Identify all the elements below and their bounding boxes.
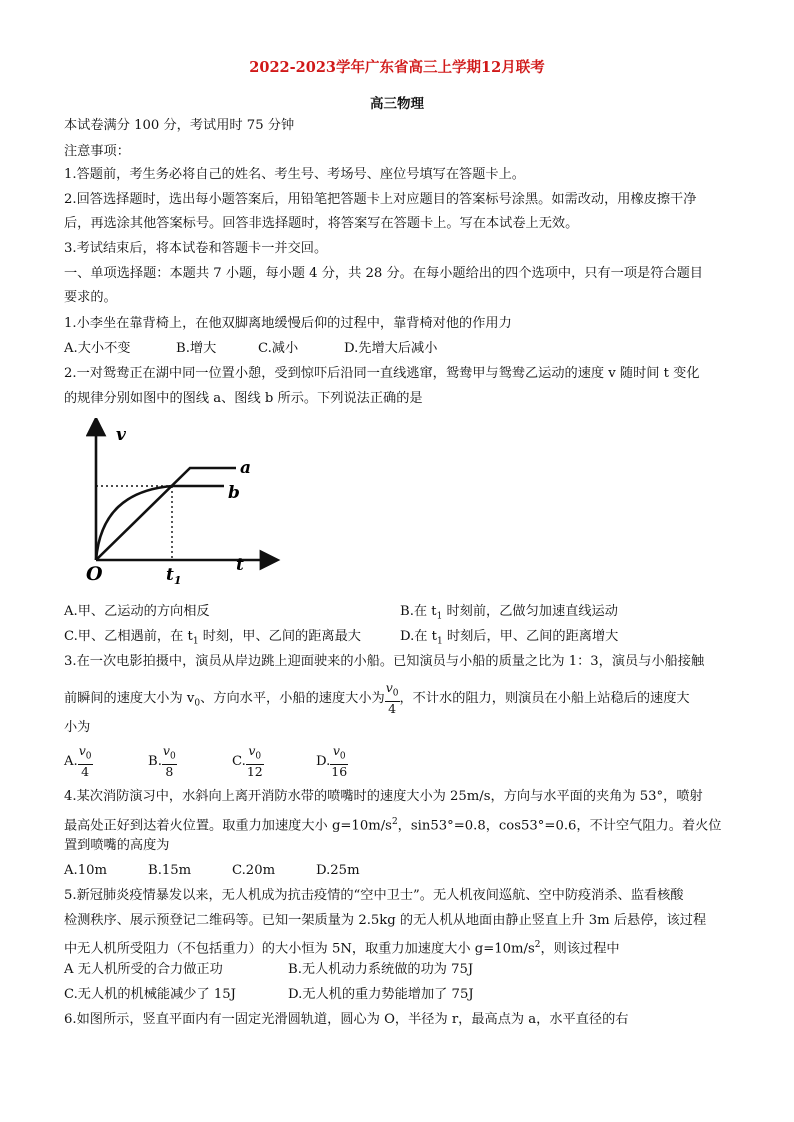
q1-stem: 1.小李坐在靠背椅上，在他双脚离地缓慢后仰的过程中，靠背椅对他的作用力 (64, 316, 512, 331)
v-axis-label: v (116, 425, 126, 445)
line-a-label: a (240, 458, 252, 478)
q3-option-b: B. $\frac{v_0}{8}$ (148, 743, 176, 779)
q3-stem-line-2: 前瞬间的速度大小为 $v_0$、方向水平，小船的速度大小为 $\frac{v_0}{4}$ ，不计水的阻力，则演员在小船上站稳后的速度大 (64, 680, 690, 716)
q2-option-c: C.甲、乙相遇前，在 $t_1$ 时刻，甲、乙间的距离最大 (64, 629, 361, 647)
q5-stem-line-3: 中无人机所受阻力（不包括重力）的大小恒为 5N，取重力加速度大小 $g=10m/s^2$，则该过程中 (64, 940, 620, 957)
t-axis-label: t (236, 555, 244, 575)
note-2-line-2: 后，再选涂其他答案标号。回答非选择题时，将答案写在答题卡上。写在本试卷上无效。 (64, 216, 579, 231)
t1-label: $t_1$ (166, 565, 182, 587)
line-b-label: b (228, 483, 240, 503)
note-1: 1.答题前，考生务必将自己的姓名、考生号、考场号、座位号填写在答题卡上。 (64, 167, 525, 182)
note-2-line-1: 2.回答选择题时，选出每小题答案后，用铅笔把答题卡上对应题目的答案标号涂黑。如需改动，用橡皮擦干净 (64, 192, 697, 207)
q5-option-d: D.无人机的重力势能增加了 75J (288, 987, 474, 1002)
q3-option-d: D. $\frac{v_0}{16}$ (316, 743, 348, 779)
q3-options (64, 744, 734, 778)
q4-option-b: B.15m (148, 863, 192, 878)
q1-option-a: A.大小不变 (64, 341, 131, 356)
subject-title: 高三物理 (370, 96, 424, 112)
q1-option-c: C.减小 (258, 341, 299, 356)
exam-info: 本试卷满分 100 分，考试用时 75 分钟 (64, 118, 295, 133)
notes-heading: 注意事项： (64, 144, 130, 159)
origin-label: O (86, 563, 103, 585)
q5-stem-line-1: 5.新冠肺炎疫情暴发以来，无人机成为抗击疫情的“空中卫士”。无人机夜间巡航、空中防疫消杀、监看核酸 (64, 888, 684, 903)
q4-stem-line-1: 4.某次消防演习中，水斜向上离开消防水带的喷嘴时的速度大小为 25m/s，方向与水平面的夹角为 53°，喷射 (64, 789, 703, 804)
q4-option-c: C.20m (232, 863, 276, 878)
q4-stem-line-3: 置到喷嘴的高度为 (64, 838, 170, 853)
exam-title: 2022-2023学年广东省高三上学期12月联考 (249, 59, 545, 76)
q5-option-c: C.无人机的机械能减少了 15J (64, 987, 236, 1002)
q1-option-d: D.先增大后减小 (344, 341, 438, 356)
q4-option-a: A.10m (64, 863, 108, 878)
q4-stem-line-2: 最高处正好到达着火位置。取重力加速度大小 $g=10m/s^2$，sin53°=0.8，cos53°=0.6，不计空气阻力。着火位 (64, 817, 722, 834)
q3-boat-speed-fraction: $\frac{v_0}{4}$ (385, 680, 399, 716)
q2-option-a: A.甲、乙运动的方向相反 (64, 604, 210, 619)
q4-option-d: D.25m (316, 863, 360, 878)
q3-stem-line-1: 3.在一次电影拍摄中，演员从岸边跳上迎面驶来的小船。已知演员与小船的质量之比为 1：3，演员与小船接触 (64, 654, 705, 669)
q5-option-b: B.无人机动力系统做的功为 75J (288, 962, 474, 977)
q5-option-a: A 无人机所受的合力做正功 (64, 962, 223, 977)
graph-line-a (96, 468, 236, 560)
q3-option-a: A. $\frac{v_0}{4}$ (64, 743, 92, 779)
q6-stem-line-1: 6.如图所示，竖直平面内有一固定光滑圆轨道，圆心为 O，半径为 r，最高点为 a，水平直径的右 (64, 1012, 629, 1027)
note-3: 3.考试结束后，将本试卷和答题卡一并交回。 (64, 241, 328, 256)
q1-option-b: B.增大 (176, 341, 217, 356)
q2-option-b: B.在 $t_1$ 时刻前，乙做匀加速直线运动 (400, 604, 618, 622)
q3-option-c: C. $\frac{v_0}{12}$ (232, 743, 263, 779)
q2-stem-line-2: 的规律分别如图中的图线 a、图线 b 所示。下列说法正确的是 (64, 391, 423, 406)
velocity-time-graph (86, 418, 286, 594)
q5-stem-line-2: 检测秩序、展示预登记二维码等。已知一架质量为 2.5kg 的无人机从地面由静止竖直上升 3m 后悬停，该过程 (64, 913, 707, 928)
section-1-heading-cont: 要求的。 (64, 290, 117, 305)
q2-stem-line-1: 2.一对鸳鸯正在湖中同一位置小憩，受到惊吓后沿同一直线逃窜，鸳鸯甲与鸳鸯乙运动的速度 v 随时间 t 变化 (64, 366, 700, 381)
q2-option-d: D.在 $t_1$ 时刻后，甲、乙间的距离增大 (400, 629, 619, 647)
section-1-heading: 一、单项选择题：本题共 7 小题，每小题 4 分，共 28 分。在每小题给出的四个选项中，只有一项是符合题目 (64, 266, 703, 281)
q3-stem-line-3: 小为 (64, 720, 91, 735)
